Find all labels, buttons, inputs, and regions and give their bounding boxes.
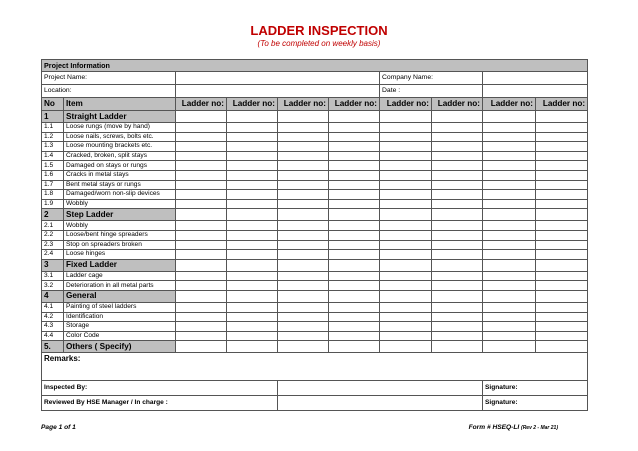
ladder-check-cell[interactable] (380, 250, 432, 260)
ladder-check-cell[interactable] (536, 312, 588, 322)
ladder-check-cell[interactable] (227, 161, 278, 171)
ladder-check-cell[interactable] (227, 312, 278, 322)
ladder-check-cell[interactable] (432, 170, 483, 180)
ladder-check-cell[interactable] (380, 221, 432, 231)
ladder-check-cell[interactable] (483, 190, 536, 200)
item-row (42, 161, 588, 171)
ladder-check-cell[interactable] (432, 240, 483, 250)
ladder-check-cell[interactable] (176, 123, 227, 133)
inspected-signature-field[interactable]: Signature: (483, 381, 588, 396)
item-row (42, 170, 588, 180)
ladder-check-cell[interactable] (432, 151, 483, 161)
section-title: Fixed Ladder (64, 259, 176, 271)
section-number: 5. (42, 341, 64, 353)
section-row (42, 259, 588, 271)
item-label: Ladder cage (64, 271, 176, 281)
ladder-check-cell[interactable] (483, 180, 536, 190)
ladder-no-header: Ladder no: (227, 98, 278, 111)
ladder-check-cell[interactable] (432, 111, 483, 123)
ladder-check-cell[interactable] (278, 312, 329, 322)
project-info-header: Project Information (42, 60, 588, 72)
ladder-check-cell[interactable] (227, 240, 278, 250)
ladder-check-cell[interactable] (227, 331, 278, 341)
ladder-check-cell[interactable] (380, 111, 432, 123)
ladder-check-cell[interactable] (380, 230, 432, 240)
ladder-check-cell[interactable] (380, 170, 432, 180)
ladder-check-cell[interactable] (483, 123, 536, 133)
ladder-check-cell[interactable] (278, 161, 329, 171)
ladder-check-cell[interactable] (536, 151, 588, 161)
ladder-check-cell[interactable] (278, 132, 329, 142)
ladder-check-cell[interactable] (536, 199, 588, 209)
ladder-check-cell[interactable] (176, 240, 227, 250)
ladder-check-cell[interactable] (278, 142, 329, 152)
item-row (42, 312, 588, 322)
page-number: Page 1 of 1 (41, 424, 76, 431)
ladder-check-cell[interactable] (227, 322, 278, 332)
ladder-check-cell[interactable] (536, 180, 588, 190)
ladder-check-cell[interactable] (278, 209, 329, 221)
ladder-check-cell[interactable] (432, 180, 483, 190)
ladder-check-cell[interactable] (380, 161, 432, 171)
ladder-check-cell[interactable] (432, 281, 483, 291)
section-title: General (64, 290, 176, 302)
remarks-field[interactable]: Remarks: (42, 353, 588, 381)
item-label: Bent metal stays or rungs (64, 180, 176, 190)
ladder-check-cell[interactable] (227, 199, 278, 209)
item-number: 4.2 (42, 312, 64, 322)
ladder-check-cell[interactable] (329, 290, 380, 302)
ladder-check-cell[interactable] (380, 331, 432, 341)
form-revision: (Rev 2 - Mar 21) (521, 425, 558, 431)
ladder-check-cell[interactable] (176, 190, 227, 200)
item-number: 2.2 (42, 230, 64, 240)
inspected-by-label: Inspected By: (42, 381, 278, 396)
ladder-check-cell[interactable] (432, 290, 483, 302)
item-row (42, 230, 588, 240)
section-number: 3 (42, 259, 64, 271)
item-label: Damaged on stays or rungs (64, 161, 176, 171)
ladder-check-cell[interactable] (536, 209, 588, 221)
ladder-check-cell[interactable] (176, 302, 227, 312)
ladder-check-cell[interactable] (380, 302, 432, 312)
item-number: 4.1 (42, 302, 64, 312)
ladder-check-cell[interactable] (176, 281, 227, 291)
section-row (42, 341, 588, 353)
ladder-check-cell[interactable] (536, 230, 588, 240)
ladder-check-cell[interactable] (380, 281, 432, 291)
ladder-check-cell[interactable] (329, 180, 380, 190)
ladder-check-cell[interactable] (278, 290, 329, 302)
ladder-check-cell[interactable] (227, 281, 278, 291)
ladder-check-cell[interactable] (432, 209, 483, 221)
project-name-label: Project Name: (42, 72, 176, 85)
ladder-check-cell[interactable] (483, 161, 536, 171)
ladder-check-cell[interactable] (329, 123, 380, 133)
location-field[interactable] (176, 85, 380, 98)
item-number: 1.8 (42, 190, 64, 200)
col-item-header: Item (64, 98, 176, 111)
ladder-check-cell[interactable] (329, 240, 380, 250)
section-title: Straight Ladder (64, 111, 176, 123)
ladder-check-cell[interactable] (329, 199, 380, 209)
ladder-check-cell[interactable] (227, 151, 278, 161)
ladder-check-cell[interactable] (483, 331, 536, 341)
ladder-check-cell[interactable] (432, 259, 483, 271)
ladder-check-cell[interactable] (176, 290, 227, 302)
ladder-check-cell[interactable] (176, 341, 227, 353)
ladder-check-cell[interactable] (432, 331, 483, 341)
ladder-check-cell[interactable] (483, 250, 536, 260)
ladder-check-cell[interactable] (380, 180, 432, 190)
ladder-check-cell[interactable] (380, 259, 432, 271)
ladder-check-cell[interactable] (380, 123, 432, 133)
company-name-label: Company Name: (380, 72, 483, 85)
ladder-check-cell[interactable] (278, 302, 329, 312)
date-field[interactable] (483, 85, 588, 98)
ladder-check-cell[interactable] (536, 123, 588, 133)
ladder-check-cell[interactable] (227, 259, 278, 271)
section-row (42, 111, 588, 123)
ladder-check-cell[interactable] (536, 170, 588, 180)
ladder-check-cell[interactable] (432, 199, 483, 209)
item-number: 1.7 (42, 180, 64, 190)
ladder-check-cell[interactable] (432, 221, 483, 231)
item-number: 2.3 (42, 240, 64, 250)
ladder-check-cell[interactable] (432, 271, 483, 281)
ladder-check-cell[interactable] (536, 281, 588, 291)
item-label: Cracks in metal stays (64, 170, 176, 180)
item-label: Painting of steel ladders (64, 302, 176, 312)
ladder-check-cell[interactable] (432, 132, 483, 142)
ladder-check-cell[interactable] (380, 240, 432, 250)
ladder-check-cell[interactable] (536, 132, 588, 142)
ladder-check-cell[interactable] (432, 341, 483, 353)
ladder-check-cell[interactable] (432, 230, 483, 240)
form-number (469, 424, 558, 431)
item-label: Loose hinges (64, 250, 176, 260)
ladder-check-cell[interactable] (278, 151, 329, 161)
ladder-check-cell[interactable] (227, 221, 278, 231)
ladder-check-cell[interactable] (380, 312, 432, 322)
ladder-check-cell[interactable] (536, 142, 588, 152)
company-name-field[interactable] (483, 72, 588, 85)
ladder-check-cell[interactable] (432, 161, 483, 171)
ladder-check-cell[interactable] (483, 322, 536, 332)
ladder-check-cell[interactable] (278, 190, 329, 200)
ladder-no-header: Ladder no: (432, 98, 483, 111)
location-label: Location: (42, 85, 176, 98)
item-row (42, 132, 588, 142)
ladder-check-cell[interactable] (483, 230, 536, 240)
ladder-check-cell[interactable] (536, 271, 588, 281)
ladder-check-cell[interactable] (380, 322, 432, 332)
ladder-check-cell[interactable] (483, 302, 536, 312)
ladder-check-cell[interactable] (176, 132, 227, 142)
item-label: Loose rungs (move by hand) (64, 123, 176, 133)
ladder-check-cell[interactable] (176, 259, 227, 271)
item-number: 2.1 (42, 221, 64, 231)
ladder-check-cell[interactable] (432, 250, 483, 260)
ladder-check-cell[interactable] (278, 281, 329, 291)
ladder-check-cell[interactable] (329, 170, 380, 180)
ladder-check-cell[interactable] (380, 190, 432, 200)
section-title: Others ( Specify) (64, 341, 176, 353)
ladder-check-cell[interactable] (483, 111, 536, 123)
ladder-check-cell[interactable] (176, 312, 227, 322)
item-row (42, 271, 588, 281)
ladder-check-cell[interactable] (483, 199, 536, 209)
reviewed-by-label: Reviewed By HSE Manager / In charge : (42, 396, 278, 411)
ladder-check-cell[interactable] (329, 132, 380, 142)
item-row (42, 151, 588, 161)
item-row (42, 331, 588, 341)
ladder-check-cell[interactable] (432, 302, 483, 312)
ladder-no-header: Ladder no: (536, 98, 588, 111)
ladder-check-cell[interactable] (176, 331, 227, 341)
item-number: 1.4 (42, 151, 64, 161)
item-row (42, 322, 588, 332)
ladder-check-cell[interactable] (536, 221, 588, 231)
col-no-header: No (42, 98, 64, 111)
ladder-check-cell[interactable] (329, 142, 380, 152)
item-number: 4.3 (42, 322, 64, 332)
ladder-check-cell[interactable] (176, 230, 227, 240)
item-number: 3.1 (42, 271, 64, 281)
reviewed-signature-field[interactable]: Signature: (483, 396, 588, 411)
ladder-check-cell[interactable] (536, 331, 588, 341)
ladder-check-cell[interactable] (536, 111, 588, 123)
ladder-check-cell[interactable] (329, 302, 380, 312)
item-label: Color Code (64, 331, 176, 341)
item-row (42, 180, 588, 190)
item-number: 4.4 (42, 331, 64, 341)
ladder-check-cell[interactable] (536, 259, 588, 271)
ladder-check-cell[interactable] (329, 322, 380, 332)
ladder-check-cell[interactable] (432, 142, 483, 152)
ladder-check-cell[interactable] (176, 250, 227, 260)
item-row (42, 199, 588, 209)
page-title: LADDER INSPECTION (250, 23, 388, 38)
ladder-check-cell[interactable] (227, 123, 278, 133)
item-row (42, 123, 588, 133)
ladder-check-cell[interactable] (483, 240, 536, 250)
ladder-check-cell[interactable] (176, 221, 227, 231)
reviewed-by-field[interactable] (278, 396, 483, 411)
ladder-no-header: Ladder no: (278, 98, 329, 111)
ladder-check-cell[interactable] (380, 209, 432, 221)
item-label: Stop on spreaders broken (64, 240, 176, 250)
item-label: Damaged/worn non-slip devices (64, 190, 176, 200)
ladder-check-cell[interactable] (176, 142, 227, 152)
ladder-check-cell[interactable] (227, 111, 278, 123)
item-row (42, 240, 588, 250)
item-row (42, 142, 588, 152)
ladder-check-cell[interactable] (278, 123, 329, 133)
ladder-check-cell[interactable] (432, 190, 483, 200)
ladder-check-cell[interactable] (380, 199, 432, 209)
date-label: Date : (380, 85, 483, 98)
ladder-check-cell[interactable] (278, 180, 329, 190)
ladder-check-cell[interactable] (380, 341, 432, 353)
ladder-check-cell[interactable] (432, 123, 483, 133)
ladder-check-cell[interactable] (176, 199, 227, 209)
ladder-check-cell[interactable] (483, 132, 536, 142)
section-number: 4 (42, 290, 64, 302)
ladder-check-cell[interactable] (278, 221, 329, 231)
ladder-check-cell[interactable] (278, 259, 329, 271)
item-label: Deterioration in all metal parts (64, 281, 176, 291)
ladder-check-cell[interactable] (329, 111, 380, 123)
ladder-check-cell[interactable] (483, 281, 536, 291)
ladder-check-cell[interactable] (278, 271, 329, 281)
ladder-check-cell[interactable] (483, 142, 536, 152)
ladder-check-cell[interactable] (227, 132, 278, 142)
item-number: 1.2 (42, 132, 64, 142)
ladder-check-cell[interactable] (176, 151, 227, 161)
ladder-check-cell[interactable] (329, 341, 380, 353)
ladder-check-cell[interactable] (278, 199, 329, 209)
ladder-check-cell[interactable] (329, 271, 380, 281)
ladder-check-cell[interactable] (536, 341, 588, 353)
ladder-check-cell[interactable] (278, 170, 329, 180)
item-number: 1.1 (42, 123, 64, 133)
ladder-check-cell[interactable] (483, 312, 536, 322)
ladder-check-cell[interactable] (278, 240, 329, 250)
ladder-check-cell[interactable] (536, 190, 588, 200)
inspected-by-field[interactable] (278, 381, 483, 396)
ladder-check-cell[interactable] (176, 161, 227, 171)
inspection-table (41, 59, 588, 411)
ladder-check-cell[interactable] (536, 290, 588, 302)
ladder-check-cell[interactable] (227, 271, 278, 281)
item-number: 1.9 (42, 199, 64, 209)
ladder-check-cell[interactable] (483, 170, 536, 180)
item-label: Cracked, broken, split stays (64, 151, 176, 161)
section-row (42, 290, 588, 302)
ladder-check-cell[interactable] (278, 341, 329, 353)
ladder-no-header: Ladder no: (380, 98, 432, 111)
ladder-check-cell[interactable] (432, 312, 483, 322)
item-row (42, 221, 588, 231)
ladder-check-cell[interactable] (329, 161, 380, 171)
ladder-check-cell[interactable] (227, 209, 278, 221)
ladder-check-cell[interactable] (483, 209, 536, 221)
ladder-check-cell[interactable] (176, 180, 227, 190)
ladder-check-cell[interactable] (278, 250, 329, 260)
ladder-check-cell[interactable] (329, 221, 380, 231)
ladder-check-cell[interactable] (227, 170, 278, 180)
ladder-check-cell[interactable] (380, 290, 432, 302)
ladder-check-cell[interactable] (278, 230, 329, 240)
ladder-check-cell[interactable] (483, 221, 536, 231)
ladder-check-cell[interactable] (536, 322, 588, 332)
ladder-check-cell[interactable] (329, 259, 380, 271)
ladder-check-cell[interactable] (380, 132, 432, 142)
section-number: 2 (42, 209, 64, 221)
ladder-check-cell[interactable] (176, 271, 227, 281)
item-number: 1.5 (42, 161, 64, 171)
ladder-check-cell[interactable] (483, 341, 536, 353)
ladder-check-cell[interactable] (278, 322, 329, 332)
ladder-check-cell[interactable] (227, 190, 278, 200)
ladder-check-cell[interactable] (380, 271, 432, 281)
ladder-check-cell[interactable] (227, 341, 278, 353)
ladder-check-cell[interactable] (329, 250, 380, 260)
ladder-check-cell[interactable] (329, 209, 380, 221)
item-row (42, 190, 588, 200)
item-row (42, 250, 588, 260)
ladder-check-cell[interactable] (483, 290, 536, 302)
ladder-check-cell[interactable] (329, 281, 380, 291)
ladder-check-cell[interactable] (483, 259, 536, 271)
ladder-no-header: Ladder no: (483, 98, 536, 111)
item-label: Identification (64, 312, 176, 322)
ladder-check-cell[interactable] (278, 331, 329, 341)
item-number: 3.2 (42, 281, 64, 291)
ladder-check-cell[interactable] (227, 230, 278, 240)
ladder-check-cell[interactable] (329, 331, 380, 341)
ladder-check-cell[interactable] (329, 230, 380, 240)
ladder-check-cell[interactable] (278, 111, 329, 123)
section-title: Step Ladder (64, 209, 176, 221)
ladder-check-cell[interactable] (329, 190, 380, 200)
page-subtitle: (To be completed on weekly basis) (257, 39, 381, 48)
ladder-check-cell[interactable] (329, 312, 380, 322)
ladder-check-cell[interactable] (227, 290, 278, 302)
ladder-check-cell[interactable] (483, 151, 536, 161)
section-row (42, 209, 588, 221)
ladder-check-cell[interactable] (176, 111, 227, 123)
item-label: Wobbly (64, 221, 176, 231)
ladder-no-header: Ladder no: (176, 98, 227, 111)
ladder-check-cell[interactable] (227, 250, 278, 260)
ladder-check-cell[interactable] (432, 322, 483, 332)
item-label: Storage (64, 322, 176, 332)
ladder-check-cell[interactable] (176, 209, 227, 221)
ladder-check-cell[interactable] (329, 151, 380, 161)
ladder-check-cell[interactable] (536, 161, 588, 171)
item-number: 1.3 (42, 142, 64, 152)
section-number: 1 (42, 111, 64, 123)
ladder-no-header: Ladder no: (329, 98, 380, 111)
item-number: 2.4 (42, 250, 64, 260)
ladder-check-cell[interactable] (380, 142, 432, 152)
ladder-check-cell[interactable] (227, 302, 278, 312)
ladder-check-cell[interactable] (536, 302, 588, 312)
ladder-check-cell[interactable] (380, 151, 432, 161)
ladder-check-cell[interactable] (176, 170, 227, 180)
item-number: 1.6 (42, 170, 64, 180)
ladder-check-cell[interactable] (227, 180, 278, 190)
form-code: Form # HSEQ-LI (468, 424, 520, 431)
ladder-check-cell[interactable] (176, 322, 227, 332)
column-header-row (42, 98, 588, 111)
project-name-field[interactable] (176, 72, 380, 85)
item-label: Loose/bent hinge spreaders (64, 230, 176, 240)
ladder-check-cell[interactable] (483, 271, 536, 281)
ladder-check-cell[interactable] (536, 250, 588, 260)
item-row (42, 281, 588, 291)
item-label: Loose mounting brackets etc. (64, 142, 176, 152)
ladder-check-cell[interactable] (227, 142, 278, 152)
item-row (42, 302, 588, 312)
item-label: Loose nails, screws, bolts etc. (64, 132, 176, 142)
ladder-check-cell[interactable] (536, 240, 588, 250)
item-label: Wobbly (64, 199, 176, 209)
